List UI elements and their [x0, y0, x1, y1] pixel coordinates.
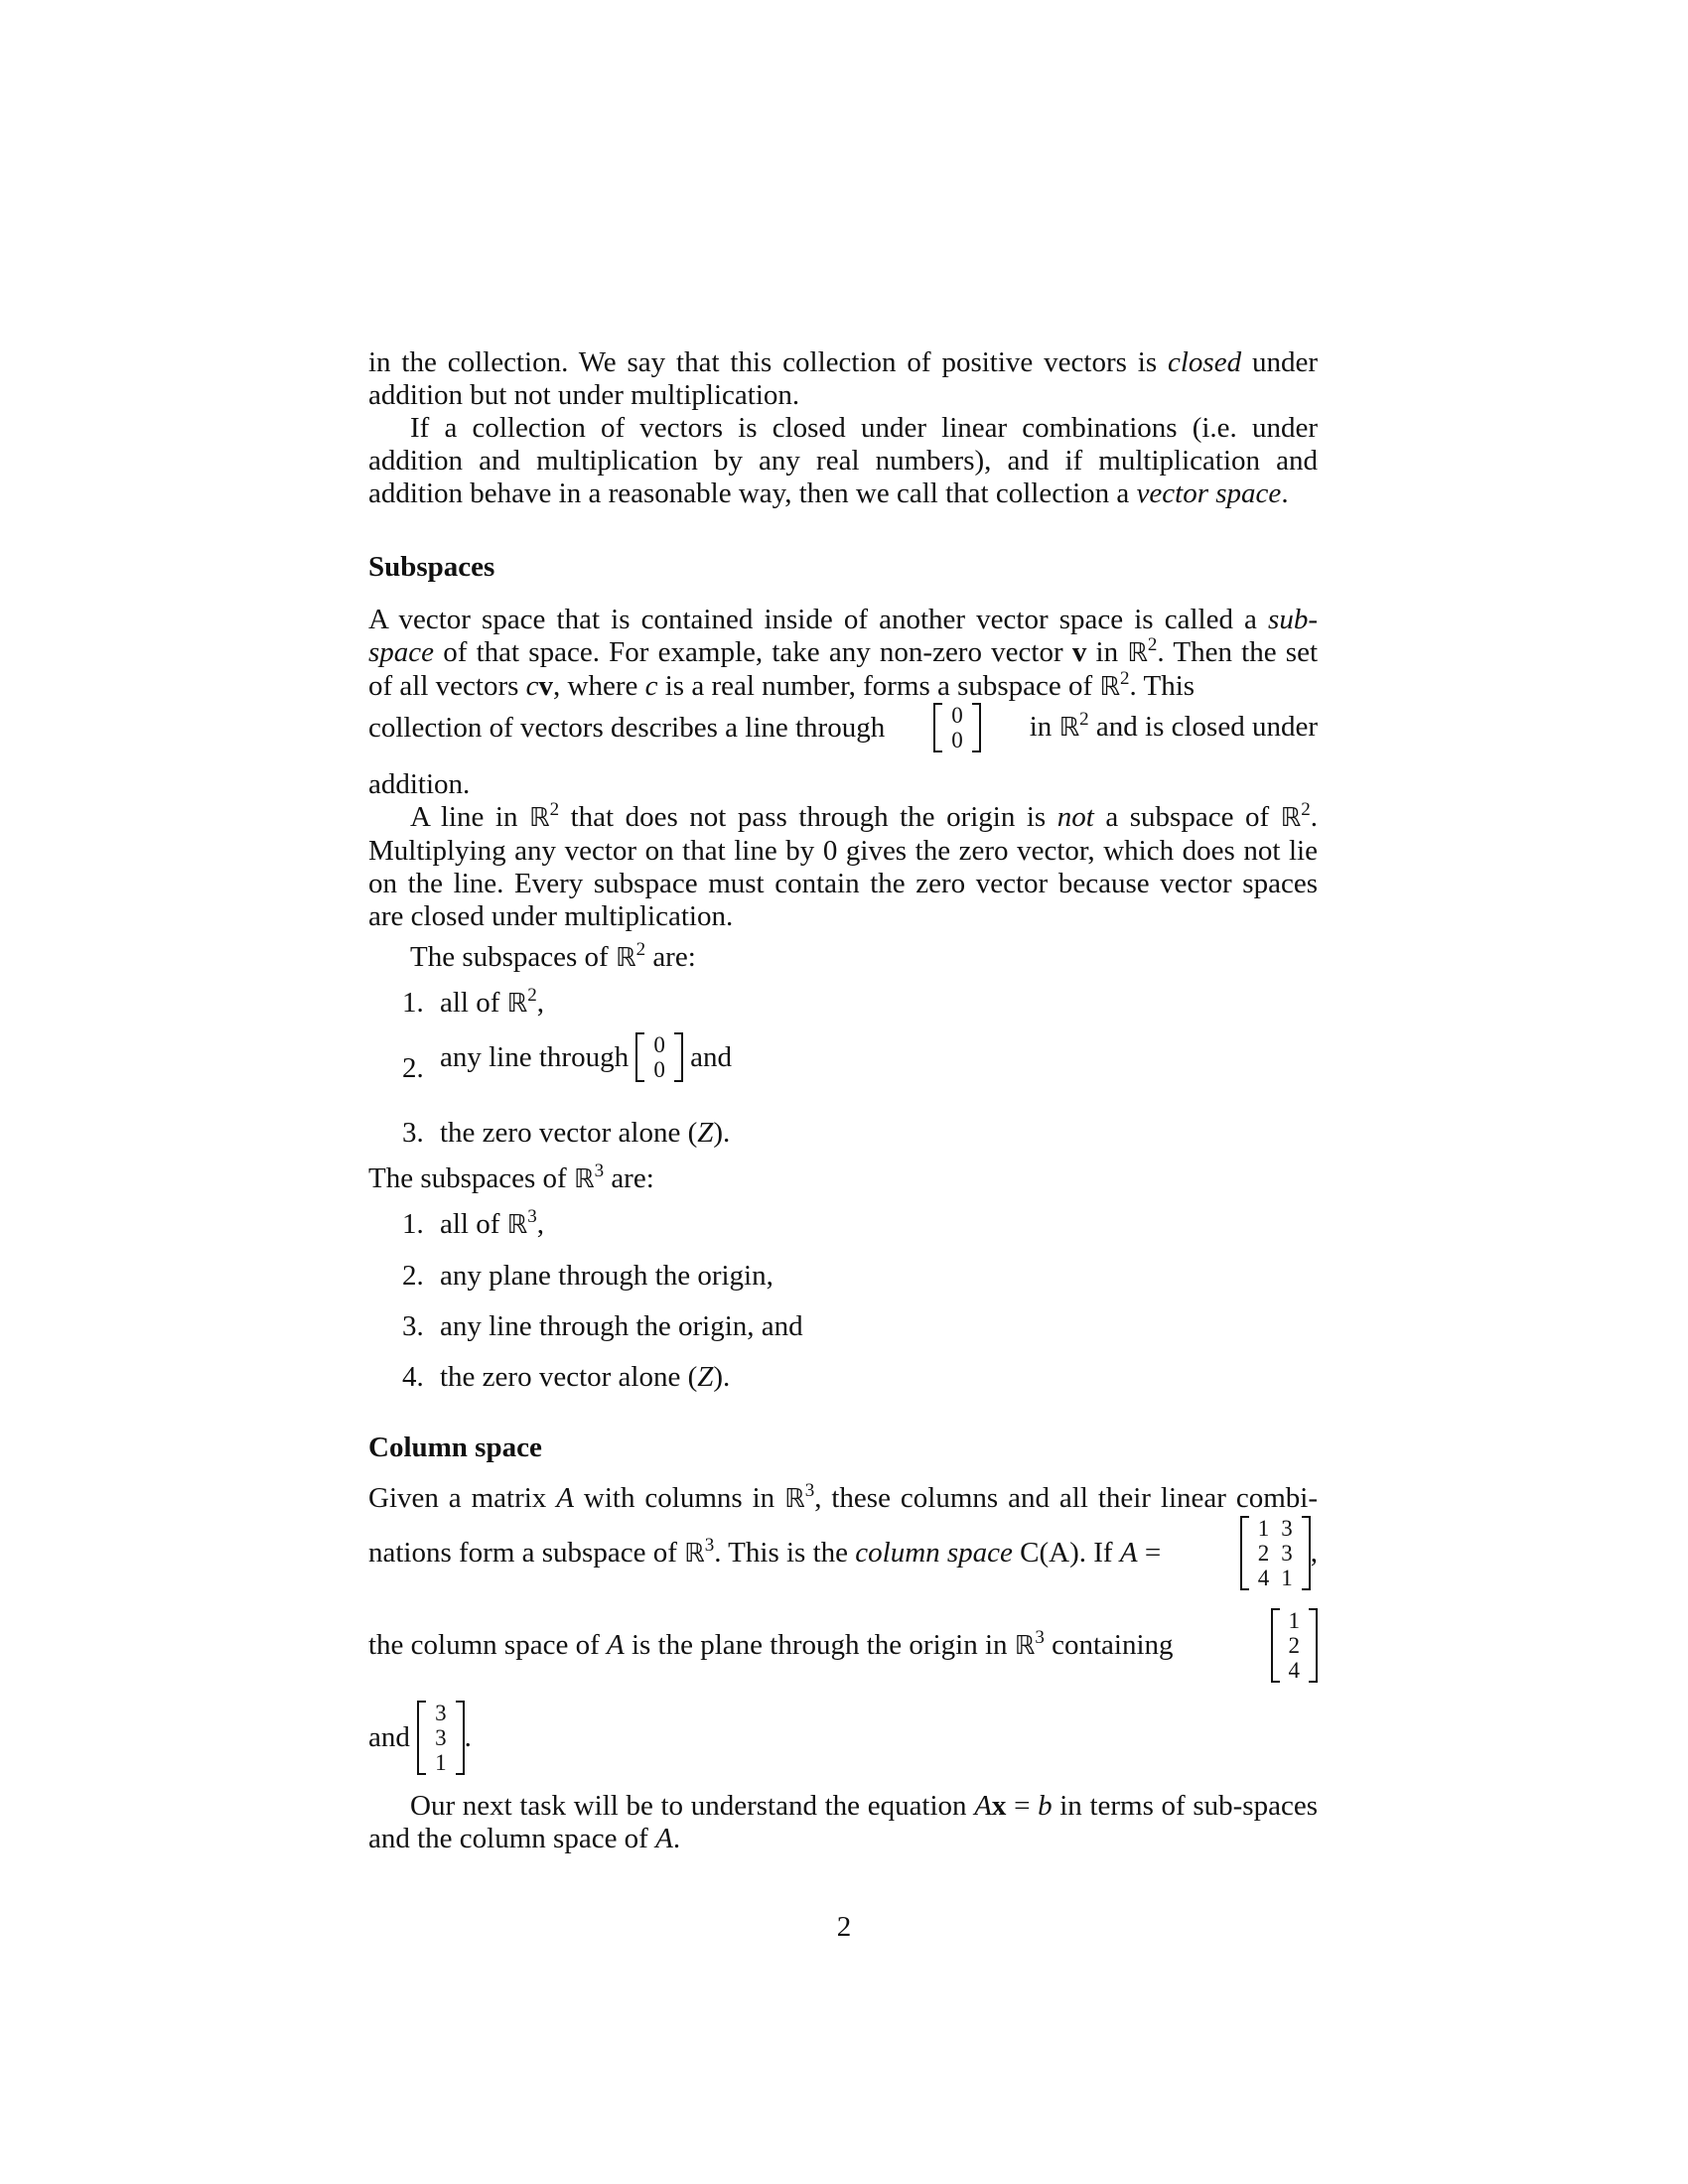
superscript: 3	[704, 1534, 715, 1556]
matrix-entry: 1	[1281, 1566, 1293, 1590]
text: ,	[536, 987, 544, 1019]
intro-paragraph-2	[368, 412, 1318, 510]
reals-symbol: ℝ	[1058, 713, 1080, 743]
text: .	[1281, 478, 1289, 509]
page-number: 2	[836, 1911, 852, 1943]
zero-symbol: Z	[697, 1361, 714, 1393]
reals-symbol: ℝ	[1280, 803, 1302, 833]
column-space-line-2	[368, 1516, 1318, 1590]
text: ).	[713, 1361, 731, 1393]
text: and is closed under	[1088, 711, 1318, 743]
emphasis: not	[1056, 801, 1094, 833]
superscript: 2	[527, 985, 537, 1006]
text: . This is the	[714, 1536, 856, 1569]
text: any line through	[440, 1040, 630, 1073]
text: any line through the origin, and	[440, 1310, 803, 1342]
text: C(A). If	[1012, 1536, 1120, 1569]
r2-list-item-3	[368, 1117, 1318, 1150]
text: If a collection of vectors is closed under linear combinations (i.e. under addition and multiplication by any real numbers), and if multiplication and addition behave in a reasonable way, then we call that collection a	[368, 412, 1318, 509]
vector-x: x	[991, 1790, 1007, 1822]
column-vector-2	[417, 1701, 465, 1775]
column-space-final-paragraph	[368, 1790, 1318, 1855]
column-space-section	[368, 1432, 1318, 1464]
list-number: 3.	[402, 1117, 424, 1149]
subspaces-paragraph-2	[368, 768, 1318, 933]
text: and	[368, 1721, 410, 1753]
matrix-entry: 4	[1288, 1658, 1300, 1683]
superscript: 3	[1035, 1626, 1045, 1648]
text: addition.	[368, 768, 471, 800]
r2-subspaces-list-section	[368, 941, 1318, 975]
r3-list	[368, 1208, 1318, 1394]
emphasis: closed	[1168, 346, 1242, 378]
list-item	[368, 1260, 1318, 1293]
column-space-line-3	[368, 1608, 1318, 1683]
emphasis: vector space	[1136, 478, 1282, 509]
list-item	[368, 1361, 1318, 1394]
matrix-symbol: A	[606, 1628, 625, 1661]
list-number: 1.	[402, 1208, 424, 1240]
list-number: 2.	[402, 1052, 424, 1084]
equals-sign: =	[1137, 1536, 1162, 1569]
intro-section	[368, 346, 1318, 510]
reals-symbol: ℝ	[528, 803, 550, 833]
matrix-a	[1240, 1516, 1311, 1590]
text: with columns in	[573, 1482, 785, 1514]
text: nations form a subspace of	[368, 1536, 685, 1569]
matrix-entry: 2	[1257, 1541, 1270, 1566]
text: of that space. For example, take any non-zero vector	[434, 636, 1072, 668]
text: .	[464, 1721, 472, 1753]
section-heading-subspaces: Subspaces	[368, 551, 495, 583]
text: are:	[604, 1162, 654, 1194]
zero-vector-matrix	[933, 703, 981, 752]
matrix-entry: 0	[951, 703, 963, 728]
text: is the plane through the origin in	[624, 1628, 1015, 1661]
superscript: 3	[527, 1206, 537, 1227]
text: Given a matrix	[368, 1482, 557, 1514]
text: A line in	[410, 801, 529, 833]
reals-symbol: ℝ	[573, 1164, 595, 1194]
text: A vector space that is contained inside of another vector space is called a	[368, 604, 1269, 635]
reals-symbol: ℝ	[1014, 1630, 1036, 1661]
reals-symbol: ℝ	[506, 989, 528, 1019]
text: ,	[1310, 1537, 1318, 1569]
text: collection of vectors describes a line through	[368, 711, 886, 744]
text: all of	[440, 1208, 507, 1240]
matrix-entry: 1	[1288, 1608, 1300, 1633]
zero-symbol: Z	[697, 1117, 714, 1149]
text: a subspace of	[1093, 801, 1281, 833]
reals-symbol: ℝ	[506, 1210, 528, 1240]
matrix-symbol: A	[1119, 1536, 1138, 1569]
reals-symbol: ℝ	[1127, 638, 1148, 668]
emphasis: sub-space	[368, 604, 1318, 668]
text: The subspaces of	[368, 1162, 574, 1194]
subspaces-section	[368, 551, 1318, 584]
matrix-entry: 0	[951, 728, 963, 752]
list-number: 1.	[402, 987, 424, 1019]
list-number: 4.	[402, 1361, 424, 1393]
text: and	[690, 1040, 732, 1073]
list-number: 2.	[402, 1260, 424, 1292]
text: that does not pass through the origin is	[559, 801, 1057, 833]
text: .	[672, 1823, 681, 1854]
list-item	[368, 1032, 1318, 1082]
column-vector-1	[1271, 1608, 1319, 1683]
text: in	[1086, 636, 1128, 668]
matrix-entry: 0	[653, 1057, 665, 1082]
text: the column space of	[368, 1628, 607, 1661]
superscript: 2	[635, 939, 646, 960]
superscript: 2	[1147, 634, 1158, 655]
superscript: 2	[549, 799, 560, 820]
matrix-symbol: A	[974, 1790, 992, 1822]
text: is a real number, forms a subspace of	[657, 670, 1100, 702]
scalar-c: c	[644, 670, 658, 702]
r2-list-item-2	[368, 1032, 1318, 1082]
subspaces-line-through-origin	[368, 703, 1318, 752]
vector-v: v	[1071, 636, 1087, 668]
zero-vector-matrix	[635, 1032, 683, 1082]
text: The subspaces of	[410, 941, 616, 973]
reals-symbol: ℝ	[684, 1538, 705, 1569]
matrix-entry: 0	[653, 1032, 665, 1057]
superscript: 3	[594, 1160, 605, 1181]
r3-subspaces-intro	[368, 1162, 1318, 1196]
vector-v: v	[538, 670, 554, 702]
superscript: 2	[1079, 709, 1089, 730]
list-item	[368, 1117, 1318, 1150]
text: ,	[536, 1208, 544, 1240]
matrix-entry: 3	[1281, 1541, 1293, 1566]
reals-symbol: ℝ	[615, 943, 636, 973]
list-item	[368, 1310, 1318, 1343]
text: in terms of sub-spaces and the column space of	[368, 1790, 1318, 1854]
matrix-symbol: A	[556, 1482, 574, 1514]
matrix-entry: 4	[1257, 1566, 1270, 1590]
text: . Multiplying any vector on that line by 0 gives the zero vector, which does not lie on the line. Every subspace must contain the zero vector because vector spaces are closed under multiplication.	[368, 801, 1319, 932]
column-space-line-1	[368, 1482, 1318, 1516]
text: . This	[1129, 670, 1196, 702]
list-item	[368, 987, 1318, 1021]
vector-b: b	[1038, 1790, 1053, 1822]
text: containing	[1044, 1628, 1174, 1661]
section-heading-column-space: Column space	[368, 1432, 542, 1463]
superscript: 3	[804, 1480, 815, 1501]
text: Our next task will be to understand the equation	[410, 1790, 975, 1822]
equals-sign: =	[1006, 1790, 1039, 1822]
list-number: 3.	[402, 1310, 424, 1342]
matrix-entry: 3	[435, 1725, 447, 1750]
reals-symbol: ℝ	[1099, 672, 1121, 702]
superscript: 2	[1120, 668, 1130, 689]
emphasis: column space	[855, 1536, 1013, 1569]
text: the zero vector alone (	[440, 1361, 698, 1393]
matrix-symbol: A	[655, 1823, 673, 1854]
matrix-entry: 2	[1288, 1633, 1300, 1658]
text: in the collection. We say that this collection of positive vectors is	[368, 346, 1168, 378]
text: addition but not under multiplication.	[368, 379, 800, 411]
text: any plane through the origin,	[440, 1260, 774, 1292]
superscript: 2	[1301, 799, 1311, 820]
r2-list	[368, 987, 1318, 1021]
text: in	[1029, 711, 1059, 743]
column-space-line-4	[368, 1701, 1318, 1775]
text: , these columns and all their linear combi-	[814, 1482, 1318, 1514]
reals-symbol: ℝ	[784, 1484, 805, 1514]
text: . Then the set of all vectors	[368, 636, 1318, 702]
list-item	[368, 1208, 1318, 1242]
subspaces-paragraph-1	[368, 604, 1318, 704]
text: under	[1241, 346, 1319, 378]
text: are:	[645, 941, 696, 973]
matrix-entry: 1	[435, 1750, 447, 1775]
text: all of	[440, 987, 507, 1019]
text: the zero vector alone (	[440, 1117, 698, 1149]
intro-paragraph-1	[368, 346, 1318, 412]
text: ).	[713, 1117, 731, 1149]
matrix-entry: 3	[1281, 1516, 1293, 1541]
matrix-entry: 1	[1257, 1516, 1270, 1541]
scalar-c: c	[525, 670, 539, 702]
text: , where	[553, 670, 645, 702]
matrix-entry: 3	[435, 1701, 447, 1725]
